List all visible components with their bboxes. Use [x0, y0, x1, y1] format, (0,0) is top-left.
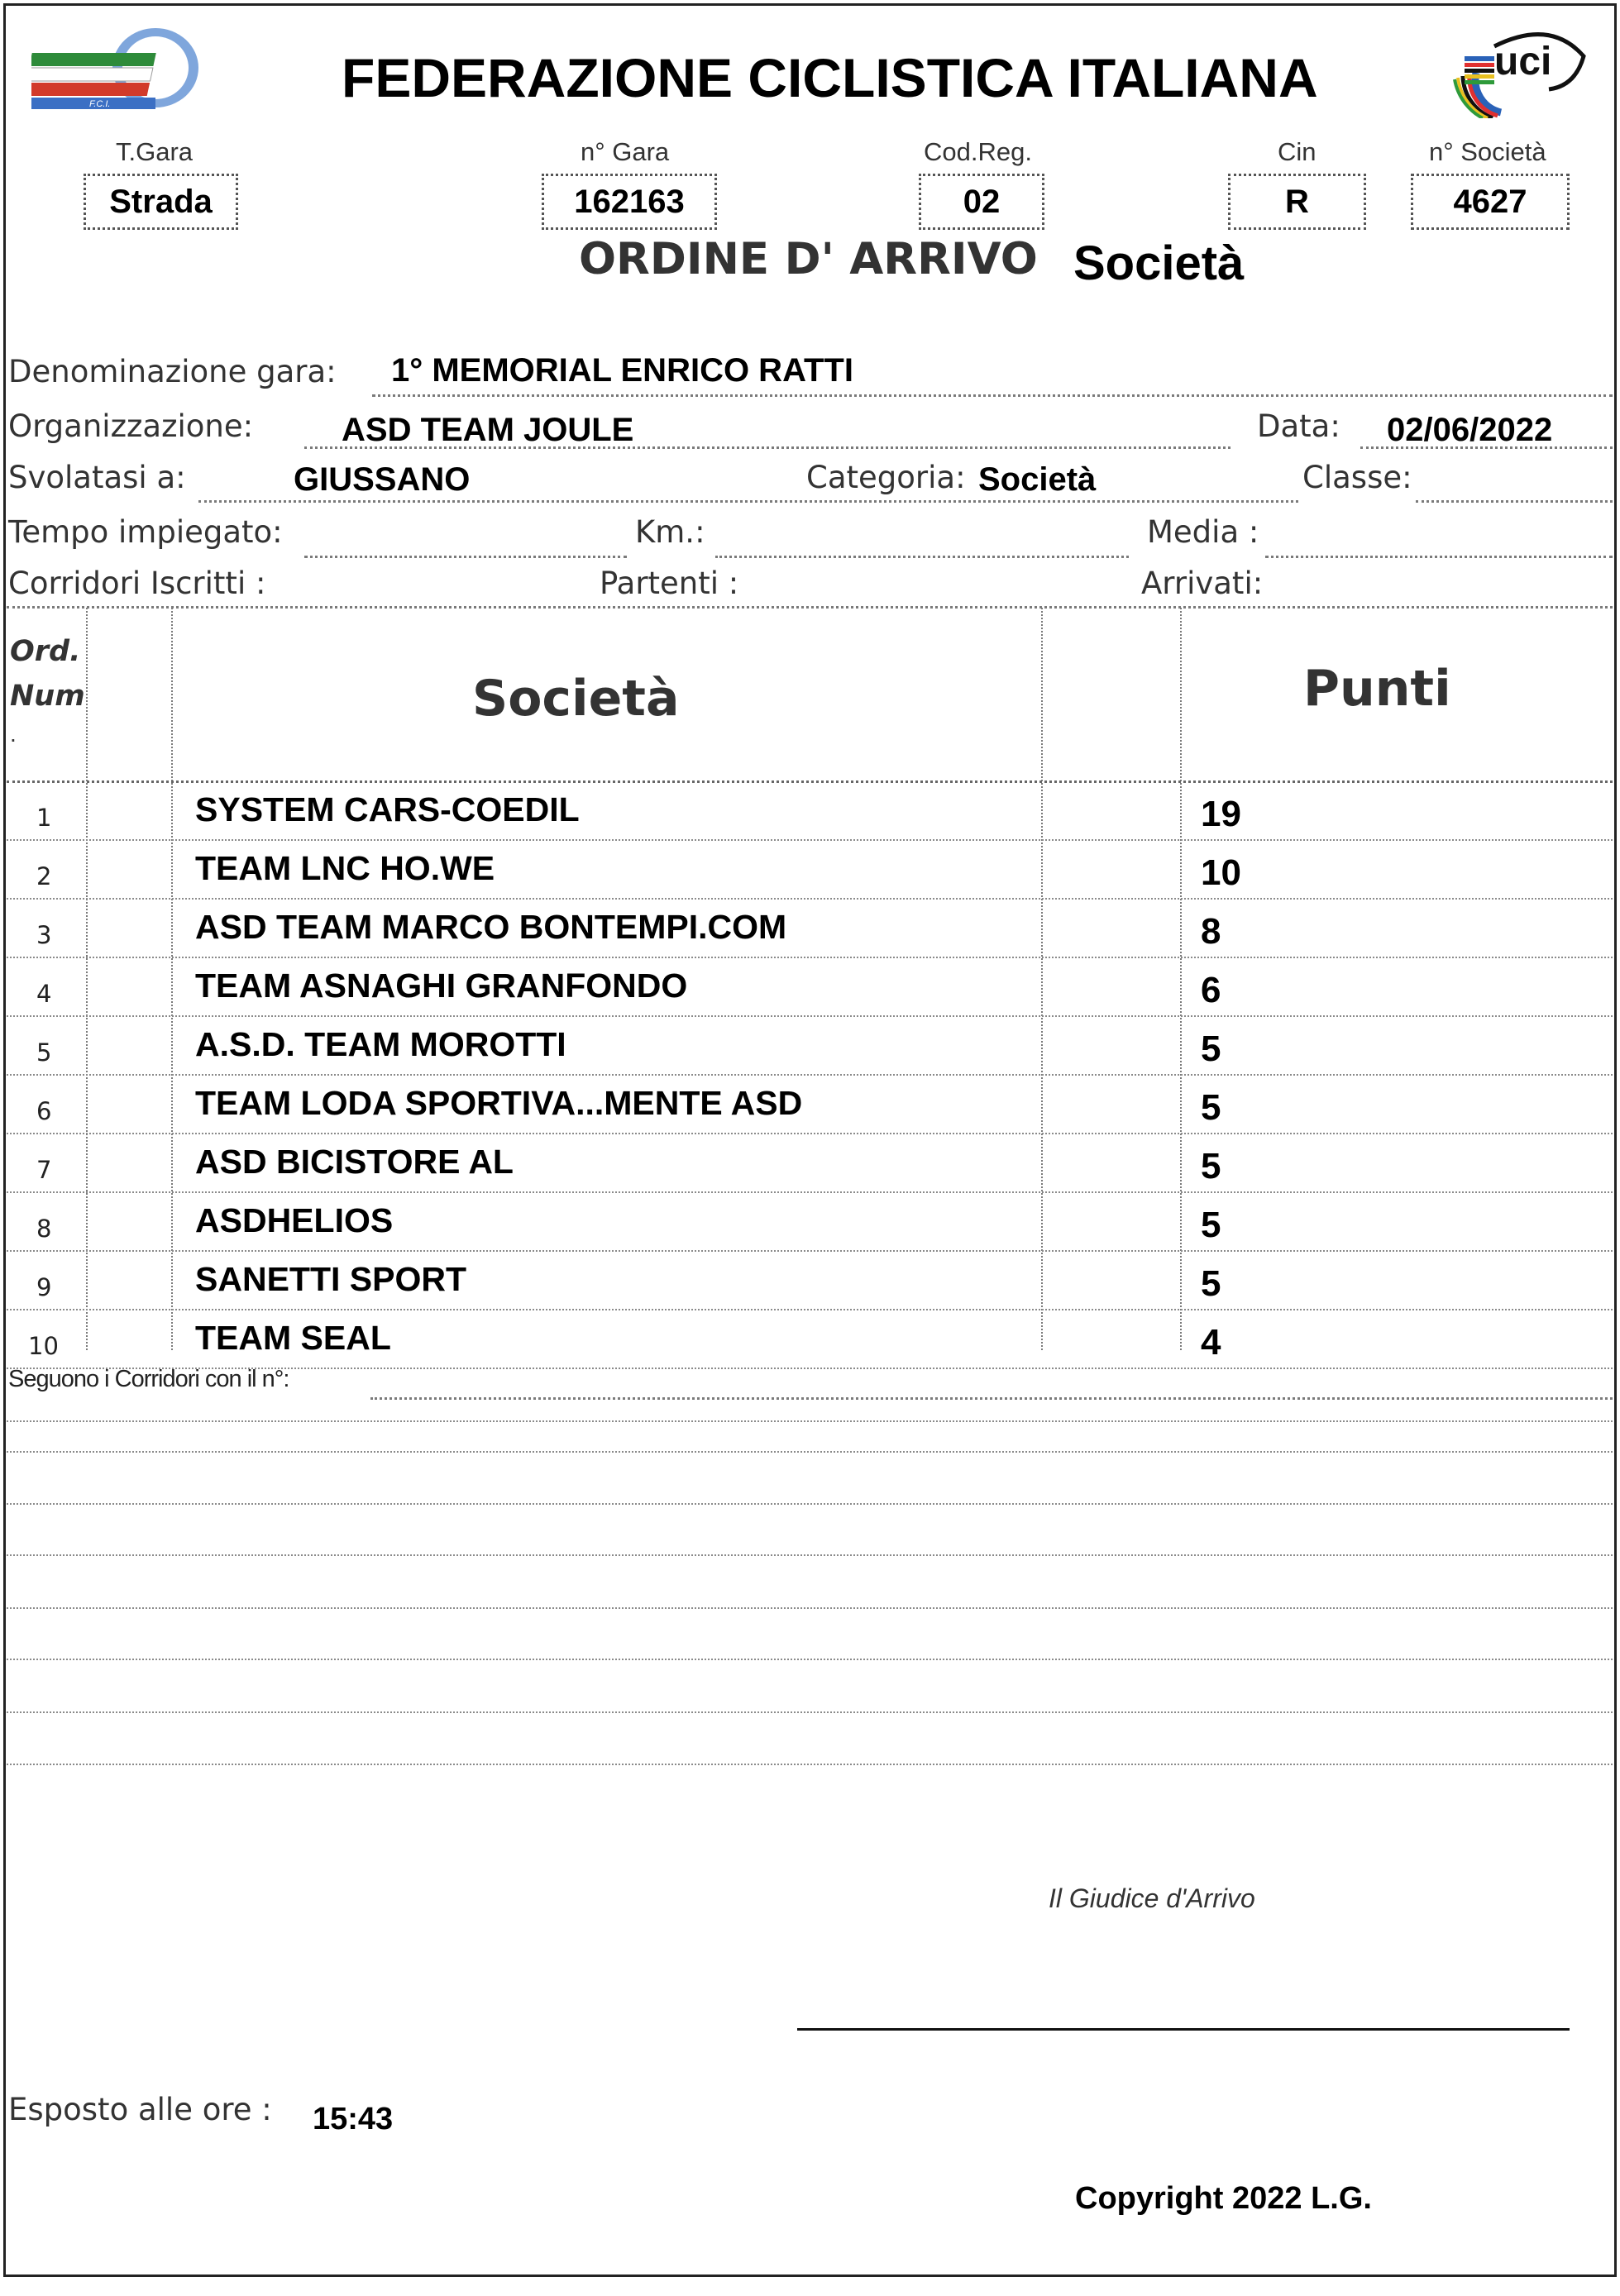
extra-line-8	[7, 1764, 1613, 1765]
svg-text:F.C.I.: F.C.I.	[89, 99, 111, 109]
row-points: 19	[1201, 794, 1241, 834]
svolatasi-label: Svolatasi a:	[8, 460, 186, 495]
table-row-line	[7, 1133, 1613, 1134]
table-col-line-3	[1041, 608, 1043, 1350]
table-row-line	[7, 1250, 1613, 1252]
tempo-label: Tempo impiegato:	[8, 514, 283, 550]
arrivati-label: Arrivati:	[1141, 566, 1264, 601]
codreg-box	[919, 174, 1044, 230]
subtitle-type: Società	[1073, 236, 1245, 290]
iscritti-label: Corridori Iscritti :	[8, 566, 266, 601]
codreg-value: 02	[963, 183, 1001, 220]
row-team-name: TEAM LODA SPORTIVA...MENTE ASD	[195, 1084, 803, 1122]
table-row-line	[7, 1015, 1613, 1017]
row-number: 7	[36, 1156, 52, 1184]
row-points: 5	[1201, 1029, 1221, 1069]
table-col-line-4	[1180, 608, 1182, 1350]
km-line	[715, 556, 1129, 558]
codreg-label: Cod.Reg.	[924, 137, 1032, 166]
organizzazione-value: ASD TEAM JOULE	[342, 412, 634, 448]
table-row-line	[7, 1074, 1613, 1076]
partenti-label: Partenti :	[600, 566, 739, 601]
extra-line-3	[7, 1503, 1613, 1505]
row-team-name: A.S.D. TEAM MOROTTI	[195, 1025, 566, 1063]
denominazione-value: 1° MEMORIAL ENRICO RATTI	[391, 352, 853, 389]
row-team-name: SANETTI SPORT	[195, 1260, 467, 1298]
row-number: 5	[36, 1038, 52, 1067]
copyright: Copyright 2022 L.G.	[1075, 2181, 1372, 2216]
row-team-name: ASD BICISTORE AL	[195, 1143, 514, 1181]
giudice-label: Il Giudice d'Arrivo	[1049, 1883, 1255, 1913]
cin-value: R	[1285, 183, 1309, 220]
row-points: 10	[1201, 852, 1241, 893]
tgara-label: T.Gara	[116, 137, 194, 166]
media-line	[1265, 556, 1613, 558]
row-points: 4	[1201, 1322, 1221, 1363]
table-col-line-2	[171, 608, 173, 1350]
header-punti: Punti	[1303, 660, 1451, 718]
row-number: 4	[36, 980, 52, 1008]
row-points: 8	[1201, 911, 1221, 952]
media-label: Media :	[1147, 514, 1259, 550]
table-row-line	[7, 957, 1613, 958]
table-row-line	[7, 1309, 1613, 1310]
fci-logo	[31, 25, 201, 120]
row-number: 1	[36, 804, 52, 832]
row-points: 5	[1201, 1263, 1221, 1304]
iscritti-line	[7, 606, 1613, 609]
tgara-value: Strada	[109, 183, 213, 220]
nsocieta-value: 4627	[1453, 183, 1527, 220]
extra-line-6	[7, 1659, 1613, 1660]
signature-line	[797, 2028, 1570, 2031]
table-row-line	[7, 898, 1613, 900]
extra-line-7	[7, 1711, 1613, 1713]
row-number: 10	[28, 1332, 59, 1360]
table-header-line	[7, 780, 1613, 783]
svolatasi-value: GIUSSANO	[294, 461, 471, 498]
ngara-label: n° Gara	[581, 137, 670, 166]
categoria-label: Categoria:	[806, 460, 966, 495]
row-team-name: SYSTEM CARS-COEDIL	[195, 790, 580, 828]
header-dot: .	[10, 721, 17, 747]
row-team-name: TEAM LNC HO.WE	[195, 849, 495, 887]
row-points: 5	[1201, 1146, 1221, 1186]
nsocieta-box	[1411, 174, 1570, 230]
tempo-line	[304, 556, 627, 558]
cin-label: Cin	[1278, 137, 1317, 166]
extra-line-5	[7, 1607, 1613, 1609]
row-team-name: ASD TEAM MARCO BONTEMPI.COM	[195, 908, 787, 946]
classe-line	[1416, 500, 1613, 503]
svg-text:uci: uci	[1494, 40, 1552, 84]
ngara-value: 162163	[574, 183, 685, 220]
extra-line-4	[7, 1554, 1613, 1556]
km-label: Km.:	[635, 514, 705, 550]
esposto-value: 15:43	[313, 2102, 394, 2136]
header-ord: Ord.	[10, 635, 81, 668]
seguono-line	[370, 1397, 1613, 1400]
header-societa: Società	[472, 670, 680, 728]
organizzazione-line	[304, 446, 1231, 449]
page-title: FEDERAZIONE CICLISTICA ITALIANA	[342, 47, 1318, 108]
row-number: 3	[36, 921, 52, 949]
header-num: Num	[10, 680, 85, 713]
row-points: 6	[1201, 970, 1221, 1010]
classe-label: Classe:	[1302, 460, 1412, 495]
document-page	[3, 3, 1617, 2277]
extra-line-1	[7, 1420, 1613, 1422]
row-number: 8	[36, 1215, 52, 1243]
tgara-box	[84, 174, 238, 230]
subtitle-main: ORDINE D' ARRIVO	[579, 234, 1038, 284]
seguono-label: Seguono i Corridori con il n°:	[8, 1366, 289, 1392]
table-col-line-1	[86, 608, 88, 1350]
svolatasi-line	[198, 500, 1298, 503]
ngara-box	[542, 174, 717, 230]
data-value: 02/06/2022	[1387, 412, 1553, 448]
row-points: 5	[1201, 1087, 1221, 1128]
extra-line-2	[7, 1451, 1613, 1453]
row-points: 5	[1201, 1205, 1221, 1245]
esposto-label: Esposto alle ore :	[8, 2092, 272, 2127]
row-number: 2	[36, 862, 52, 890]
denominazione-line	[372, 394, 1613, 397]
row-number: 9	[36, 1273, 52, 1301]
table-row-line	[7, 839, 1613, 841]
organizzazione-label: Organizzazione:	[8, 408, 254, 444]
nsocieta-label: n° Società	[1429, 137, 1546, 166]
denominazione-label: Denominazione gara:	[8, 354, 337, 389]
data-label: Data:	[1257, 408, 1340, 444]
row-team-name: ASDHELIOS	[195, 1201, 394, 1239]
row-number: 6	[36, 1097, 52, 1125]
row-team-name: TEAM SEAL	[195, 1319, 391, 1357]
categoria-value: Società	[978, 461, 1097, 498]
data-line	[1360, 446, 1613, 449]
table-row-line	[7, 1191, 1613, 1193]
uci-logo	[1451, 23, 1592, 122]
row-team-name: TEAM ASNAGHI GRANFONDO	[195, 967, 688, 1005]
cin-box	[1228, 174, 1366, 230]
